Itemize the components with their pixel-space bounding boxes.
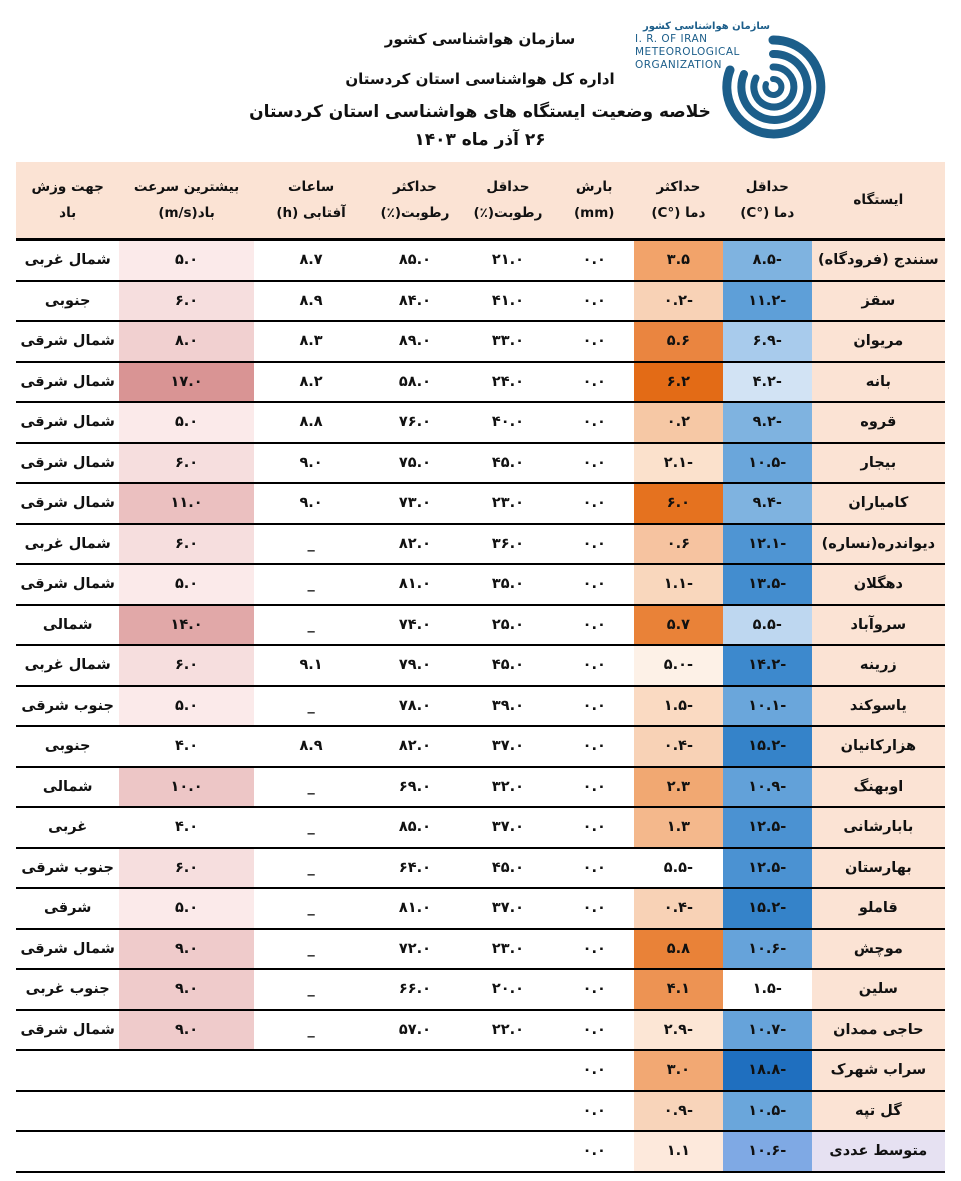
cell-wind-direction: شمال شرقی [16,443,119,484]
cell-wind-speed: ۴.۰ [119,726,253,767]
cell-precip: ۰.۰ [554,767,634,808]
cell-tmin: -۱۴.۲ [723,645,812,686]
cell-rhmin [461,1131,554,1172]
cell-rhmax: ۵۷.۰ [368,1010,461,1051]
cell-station: موچش [812,929,945,970]
cell-tmax: -۲.۱ [634,443,723,484]
cell-wind-speed: ۸.۰ [119,321,253,362]
cell-station: گل تپه [812,1091,945,1132]
table-row [16,564,945,605]
cell-wind-direction [16,1091,119,1132]
cell-rhmax: ۶۶.۰ [368,969,461,1010]
cell-wind-speed: ۵.۰ [119,240,253,281]
cell-sunshine: _ [254,848,369,889]
table-row [16,1050,945,1091]
cell-wind-direction: شمال غربی [16,645,119,686]
cell-rhmax: ۵۸.۰ [368,362,461,403]
cell-tmin: -۱۵.۲ [723,726,812,767]
cell-rhmin: ۳۷.۰ [461,726,554,767]
cell-precip: ۰.۰ [554,1131,634,1172]
cell-rhmax: ۶۹.۰ [368,767,461,808]
table-row [16,605,945,646]
table-row [16,362,945,403]
cell-tmax: -۰.۴ [634,888,723,929]
cell-sunshine: _ [254,888,369,929]
cell-wind-direction: جنوب شرقی [16,848,119,889]
cell-sunshine: _ [254,564,369,605]
cell-tmax: ۱.۱ [634,1131,723,1172]
header-station: ایستگاه [812,162,945,240]
cell-tmax: ۳.۵ [634,240,723,281]
header-tmax: حداکثر دما (°C) [634,162,723,240]
cell-tmin: -۹.۴ [723,483,812,524]
cell-station: اوبهنگ [812,767,945,808]
cell-wind-speed: ۴.۰ [119,807,253,848]
cell-tmin: -۸.۵ [723,240,812,281]
cell-station: هزارکانیان [812,726,945,767]
cell-station: بانه [812,362,945,403]
report-date: ۲۶ آذر ماه ۱۴۰۳ [414,130,546,150]
office-name: اداره کل هواشناسی استان کردستان [345,70,615,88]
cell-rhmax: ۸۱.۰ [368,564,461,605]
logo-line-3: ORGANIZATION [635,59,723,71]
cell-rhmin [461,1091,554,1132]
cell-wind-direction: شمال غربی [16,524,119,565]
cell-wind-direction [16,1131,119,1172]
table-row [16,443,945,484]
cell-rhmin: ۲۳.۰ [461,929,554,970]
cell-rhmax: ۷۹.۰ [368,645,461,686]
cell-rhmin: ۳۷.۰ [461,807,554,848]
cell-tmax: ۵.۸ [634,929,723,970]
cell-station: سروآباد [812,605,945,646]
cell-tmax: ۶.۰ [634,483,723,524]
cell-precip: ۰.۰ [554,726,634,767]
cell-wind-speed: ۹.۰ [119,969,253,1010]
report-header [0,0,961,165]
cell-wind-speed [119,1091,253,1132]
table-row [16,281,945,322]
table-row [16,1091,945,1132]
cell-tmax: ۰.۲ [634,402,723,443]
cell-wind-speed: ۱۷.۰ [119,362,253,403]
cell-station: متوسط عددی [812,1131,945,1172]
cell-rhmax: ۸۲.۰ [368,726,461,767]
cell-rhmax: ۷۵.۰ [368,443,461,484]
table-row [16,483,945,524]
cell-rhmin: ۳۳.۰ [461,321,554,362]
cell-wind-direction: جنوب شرقی [16,686,119,727]
cell-tmax: -۰.۲ [634,281,723,322]
cell-rhmin: ۲۵.۰ [461,605,554,646]
cell-rhmin: ۲۳.۰ [461,483,554,524]
cell-rhmax: ۷۶.۰ [368,402,461,443]
cell-wind-direction: جنوب غربی [16,969,119,1010]
cell-tmax: -۵.۰ [634,645,723,686]
cell-wind-direction: شمالی [16,605,119,646]
header-tmin: حداقل دما (°C) [723,162,812,240]
cell-tmin: -۱۰.۶ [723,1131,812,1172]
cell-precip: ۰.۰ [554,645,634,686]
cell-sunshine: _ [254,524,369,565]
table-row [16,888,945,929]
cell-wind-speed: ۵.۰ [119,686,253,727]
cell-rhmax [368,1091,461,1132]
cell-tmax: ۵.۷ [634,605,723,646]
cell-wind-direction: شمالی [16,767,119,808]
cell-wind-speed [119,1050,253,1091]
cell-wind-direction: شمال شرقی [16,321,119,362]
cell-precip: ۰.۰ [554,321,634,362]
table-row [16,848,945,889]
cell-sunshine [254,1131,369,1172]
cell-rhmin: ۴۰.۰ [461,402,554,443]
header-rhmin: حداقل رطوبت(٪) [461,162,554,240]
cell-station: سقز [812,281,945,322]
cell-station: دهگلان [812,564,945,605]
header-rhmax: حداکثر رطوبت(٪) [368,162,461,240]
cell-precip: ۰.۰ [554,929,634,970]
logo-name-fa: سازمان هواشناسی کشور [642,21,770,32]
cell-sunshine: ۸.۳ [254,321,369,362]
cell-wind-direction: شمال غربی [16,240,119,281]
cell-sunshine: _ [254,605,369,646]
cell-rhmax: ۶۴.۰ [368,848,461,889]
table-row [16,929,945,970]
table-row [16,726,945,767]
cell-rhmax: ۸۲.۰ [368,524,461,565]
cell-tmin: -۱۲.۱ [723,524,812,565]
cell-rhmin: ۴۱.۰ [461,281,554,322]
cell-station: حاجی ممدان [812,1010,945,1051]
cell-tmin: -۹.۲ [723,402,812,443]
cell-rhmax: ۷۴.۰ [368,605,461,646]
cell-rhmin: ۴۵.۰ [461,645,554,686]
cell-tmin: -۵.۵ [723,605,812,646]
cell-tmin: -۶.۹ [723,321,812,362]
cell-station: بیجار [812,443,945,484]
header-wind-direction: جهت وزش باد [16,162,119,240]
table-header-row [16,162,945,240]
cell-precip: ۰.۰ [554,240,634,281]
cell-sunshine: _ [254,767,369,808]
cell-sunshine: ۹.۱ [254,645,369,686]
cell-rhmin: ۳۲.۰ [461,767,554,808]
cell-wind-speed: ۵.۰ [119,888,253,929]
cell-wind-direction: شمال شرقی [16,929,119,970]
cell-tmax: ۳.۰ [634,1050,723,1091]
cell-wind-speed: ۱۴.۰ [119,605,253,646]
cell-station: سلین [812,969,945,1010]
cell-wind-direction: شمال شرقی [16,1010,119,1051]
cell-station: قاملو [812,888,945,929]
cell-tmin: -۱۰.۵ [723,1091,812,1132]
cell-station: سراب شهرک [812,1050,945,1091]
cell-station: سنندج (فرودگاه) [812,240,945,281]
cell-rhmax: ۷۲.۰ [368,929,461,970]
header-sunshine: ساعات آفتابی (h) [254,162,369,240]
cell-precip: ۰.۰ [554,362,634,403]
cell-wind-direction: شمال شرقی [16,564,119,605]
cell-station: بابارشانی [812,807,945,848]
cell-sunshine [254,1050,369,1091]
cell-wind-speed [119,1131,253,1172]
cell-sunshine: _ [254,1010,369,1051]
cell-sunshine: ۸.۷ [254,240,369,281]
cell-precip: ۰.۰ [554,443,634,484]
cell-wind-speed: ۱۰.۰ [119,767,253,808]
cell-tmin: -۴.۲ [723,362,812,403]
cell-rhmin: ۴۵.۰ [461,443,554,484]
cell-rhmax: ۸۵.۰ [368,807,461,848]
cell-tmin: -۱۰.۱ [723,686,812,727]
cell-precip: ۰.۰ [554,848,634,889]
irimo-logo [635,12,835,137]
cell-tmin: -۱۰.۶ [723,929,812,970]
cell-rhmin: ۴۵.۰ [461,848,554,889]
cell-station: مریوان [812,321,945,362]
cell-tmax: -۰.۹ [634,1091,723,1132]
cell-tmax: ۱.۳ [634,807,723,848]
table-row [16,807,945,848]
cell-sunshine: _ [254,807,369,848]
cell-rhmin: ۲۱.۰ [461,240,554,281]
cell-station: بهارستان [812,848,945,889]
cell-wind-speed: ۶.۰ [119,281,253,322]
cell-tmax: ۵.۶ [634,321,723,362]
header-precip: بارش (mm) [554,162,634,240]
table-row [16,1131,945,1172]
cell-sunshine: ۸.۹ [254,726,369,767]
cell-tmin: -۱۳.۵ [723,564,812,605]
table-row [16,645,945,686]
cell-wind-speed: ۵.۰ [119,402,253,443]
cell-precip: ۰.۰ [554,483,634,524]
cell-rhmin: ۳۷.۰ [461,888,554,929]
table-row [16,240,945,281]
cell-station: یاسوکند [812,686,945,727]
cell-sunshine: ۸.۹ [254,281,369,322]
cell-sunshine [254,1091,369,1132]
cell-wind-speed: ۶.۰ [119,645,253,686]
cell-wind-speed: ۶.۰ [119,524,253,565]
cell-wind-direction: شمال شرقی [16,362,119,403]
table-row [16,524,945,565]
cell-precip: ۰.۰ [554,524,634,565]
cell-tmax: ۴.۱ [634,969,723,1010]
cell-precip: ۰.۰ [554,807,634,848]
cell-precip: ۰.۰ [554,281,634,322]
cell-sunshine: ۸.۸ [254,402,369,443]
cell-tmin: -۱۰.۵ [723,443,812,484]
cell-wind-speed: ۱۱.۰ [119,483,253,524]
cell-tmax: -۲.۹ [634,1010,723,1051]
cell-precip: ۰.۰ [554,1091,634,1132]
cell-sunshine: _ [254,969,369,1010]
cell-rhmax [368,1050,461,1091]
cell-precip: ۰.۰ [554,402,634,443]
cell-precip: ۰.۰ [554,686,634,727]
cell-precip: ۰.۰ [554,605,634,646]
cell-station: قروه [812,402,945,443]
cell-rhmin: ۲۴.۰ [461,362,554,403]
cell-rhmax: ۸۹.۰ [368,321,461,362]
table-row [16,1010,945,1051]
cell-wind-direction: شمال شرقی [16,402,119,443]
cell-wind-speed: ۵.۰ [119,564,253,605]
cell-tmax: ۶.۲ [634,362,723,403]
cell-station: کامیاران [812,483,945,524]
cell-tmax: ۰.۶ [634,524,723,565]
table-row [16,686,945,727]
cell-wind-direction [16,1050,119,1091]
cell-rhmin [461,1050,554,1091]
cell-station: دیواندره(نساره) [812,524,945,565]
cell-wind-direction: شمال شرقی [16,483,119,524]
cell-sunshine: _ [254,686,369,727]
cell-rhmax: ۸۵.۰ [368,240,461,281]
cell-rhmin: ۳۹.۰ [461,686,554,727]
cell-wind-speed: ۶.۰ [119,848,253,889]
cell-tmin: -۱۲.۵ [723,848,812,889]
cell-station: زرینه [812,645,945,686]
cell-tmax: ۲.۳ [634,767,723,808]
logo-line-2: METEOROLOGICAL [635,46,740,58]
table-row [16,402,945,443]
cell-precip: ۰.۰ [554,564,634,605]
cell-tmin: -۱۸.۸ [723,1050,812,1091]
cell-tmin: -۱۰.۹ [723,767,812,808]
cell-tmax: -۱.۵ [634,686,723,727]
cell-sunshine: ۸.۲ [254,362,369,403]
logo-line-1: I. R. OF IRAN [635,33,708,45]
table-row [16,969,945,1010]
cell-sunshine: _ [254,929,369,970]
cell-wind-direction: جنوبی [16,726,119,767]
cell-rhmax: ۷۸.۰ [368,686,461,727]
cell-tmax: -۱.۱ [634,564,723,605]
cell-rhmin: ۲۰.۰ [461,969,554,1010]
logo-seal-icon [720,34,826,140]
table-row [16,321,945,362]
cell-tmin: -۱۰.۷ [723,1010,812,1051]
cell-precip: ۰.۰ [554,1050,634,1091]
cell-rhmax: ۸۴.۰ [368,281,461,322]
cell-wind-speed: ۹.۰ [119,929,253,970]
cell-wind-speed: ۹.۰ [119,1010,253,1051]
header-wind-speed: بیشترین سرعت باد(m/s) [119,162,253,240]
cell-wind-speed: ۶.۰ [119,443,253,484]
cell-rhmax [368,1131,461,1172]
cell-wind-direction: شرقی [16,888,119,929]
cell-rhmin: ۳۵.۰ [461,564,554,605]
cell-wind-direction: جنوبی [16,281,119,322]
cell-tmin: -۱۱.۲ [723,281,812,322]
cell-rhmax: ۷۳.۰ [368,483,461,524]
table-body [16,240,945,1172]
cell-tmax: -۰.۴ [634,726,723,767]
cell-rhmin: ۲۲.۰ [461,1010,554,1051]
cell-sunshine: ۹.۰ [254,483,369,524]
cell-wind-direction: غربی [16,807,119,848]
org-name: سازمان هواشناسی کشور [384,30,576,48]
cell-rhmax: ۸۱.۰ [368,888,461,929]
cell-sunshine: ۹.۰ [254,443,369,484]
table-row [16,767,945,808]
cell-tmin: -۱۵.۲ [723,888,812,929]
cell-precip: ۰.۰ [554,1010,634,1051]
cell-tmax: -۵.۵ [634,848,723,889]
report-title: خلاصه وضعیت ایستگاه های هواشناسی استان کردستان [249,102,711,122]
cell-rhmin: ۳۶.۰ [461,524,554,565]
stations-table [16,162,945,1173]
cell-precip: ۰.۰ [554,969,634,1010]
cell-tmin: -۱.۵ [723,969,812,1010]
cell-tmin: -۱۲.۵ [723,807,812,848]
cell-precip: ۰.۰ [554,888,634,929]
